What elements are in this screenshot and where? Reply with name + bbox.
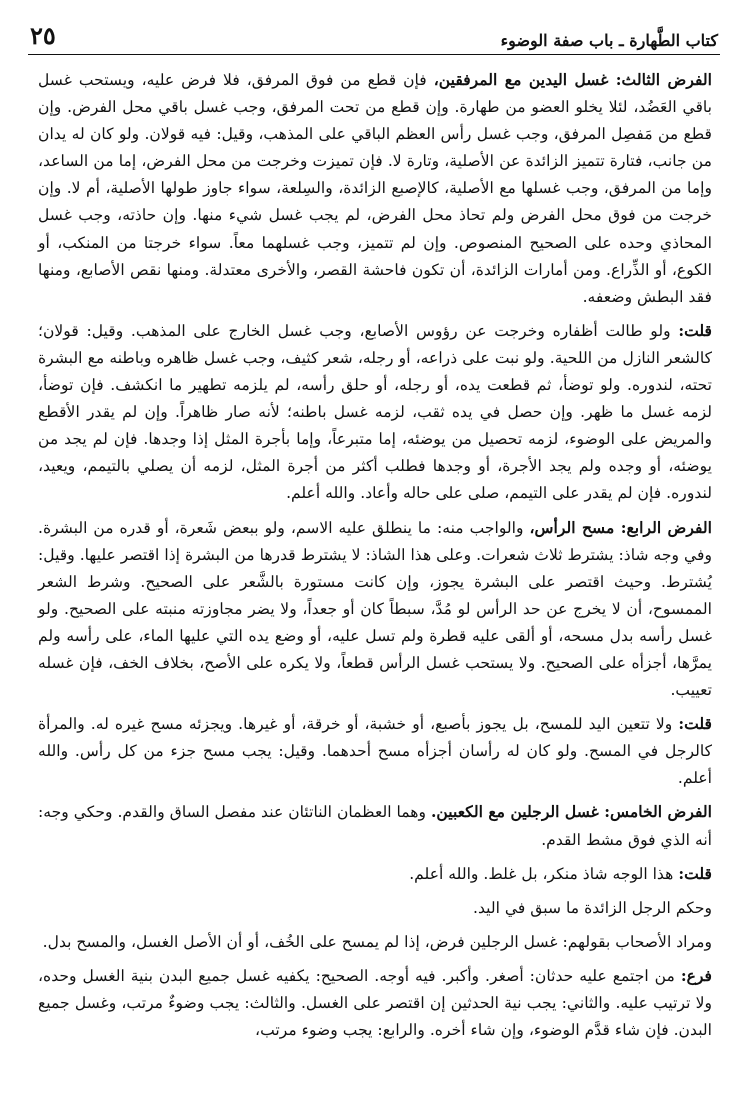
- paragraph-lead: الفرض الثالث: غسل اليدين مع المرفقين،: [433, 70, 712, 89]
- header-rule: [28, 54, 720, 55]
- paragraph-lead: قلت:: [678, 320, 712, 340]
- paragraph: [38, 514, 712, 705]
- paragraph-text: ولا تتعين اليد للمسح، بل يجوز بأصبع، أو خشبة، أو خرقة، أو غيرها. ويجزئه مسح غيره له. والمرأة كالرجل في المسح. ولو كان له رأسان أجزأه مسح أحدهما. وقيل: يجب مسح جزء من كل رأس. والله أعلم.: [38, 715, 712, 788]
- running-title: كتاب الطَّهارة ـ باب صفة الوضوء: [500, 31, 718, 50]
- paragraph-text: ولو طالت أظفاره وخرجت عن رؤوس الأصابع، وجب غسل الخارج على المذهب. وقيل: قولان؛ كالشعر النازل من اللحية. ولو نبت على ذراعه، أو رجله، شعر كثيف، وجب غسل ظاهره وباطنه مع البشرة تحته، لندوره. ولو توضأ، ثم قطعت يده، أو رجله، أو حلق رأسه، لم يلزمه تطهير ما انكشف. فإن توضأ، لزمه غسل ما ظهر. وإن حصل في يده ثقب، لزمه غسل باطنه؛ لأنه صار ظاهراً. وإن لم يقدر الأقطع والمريض على الوضوء، لزمه تحصيل من يوضئه، إما متبرعاً، وإما بأجرة المثل إذا وجدها. فإن لم يجد من يوضئه، أو وجده ولم يجد الأجرة، أو وجدها فطلب أكثر من أجرة المثل، لزمه أن يصلي بالتيمم، ويعيد، لندوره. فإن لم يقدر على التيمم، صلى على حاله وأعاد. والله أعلم.: [38, 321, 712, 503]
- page-number: ٢٥: [30, 21, 56, 50]
- page-header: [30, 14, 718, 50]
- paragraph-text: من اجتمع عليه حدثان: أصغر. وأكبر. فيه أوجه. الصحيح: يكفيه غسل جميع البدن بنية الغسل وحده، ولا ترتيب عليه. والثاني: يجب نية الحدثين إن اقتصر على الغسل. والثالث: يجب وضوءٌ مرتب، وغسل جميع البدن. فإن شاء قدَّم الوضوء، وإن شاء أخره. والرابع: يجب وضوء مرتب،: [38, 966, 712, 1040]
- paragraph: [38, 860, 712, 888]
- paragraph: [38, 798, 712, 853]
- paragraph: [38, 894, 712, 922]
- paragraph-text: هذا الوجه شاذ منكر، بل غلط. والله أعلم.: [409, 864, 679, 883]
- paragraph-lead: قلت:: [678, 863, 712, 883]
- paragraph-text: فإن قطع من فوق المرفق، فلا فرض عليه، ويستحب غسل باقي العَضُد، لئلا يخلو العضو من طهارة. وإن قطع من تحت المرفق، وجب غسل باقي محل الفرض. وإن قطع من مَفصِل المرفق، وجب غسل رأس العظم الباقي على المذهب، وقيل: فيه قولان. ولو كان له يدان من جانب، فتارة تتميز الزائدة عن الأصلية، وتارة لا. فإن تميزت وخرجت من محل الفرض، إما من الساعد، وإما من المرفق، وجب غسلها مع الأصلية، كالإصبع الزائدة، والسِلعة، سواء جاوز طولها الأصلية، أم لا. وإن خرجت من فوق محل الفرض ولم تحاذ محل الفرض، لم يجب غسل شيء منها. وإن حاذته، وجب غسل المحاذي وحده على الصحيح المنصوص. وإن لم تتميز، وجب غسلهما معاً. سواء خرجتا من المنكب، أو الكوع، أو الذِّراع. ومن أمارات الزائدة، أن تكون فاحشة القصر، والأخرى معتدلة. ومنها نقص الأصابع، ومنها فقد البطش وضعفه.: [38, 71, 712, 306]
- paragraph-lead: قلت:: [678, 714, 712, 734]
- paragraph-text: وحكم الرجل الزائدة ما سبق في اليد.: [472, 898, 712, 917]
- paragraph: [38, 317, 712, 508]
- paragraph: [38, 962, 712, 1044]
- paragraph-lead: فرع:: [680, 965, 712, 985]
- paragraph-text: وهما العظمان الناتئان عند مفصل الساق والقدم. وحكي وجه: أنه الذي فوق مشط القدم.: [37, 803, 712, 849]
- paragraph: [38, 710, 712, 792]
- paragraph-lead: الفرض الرابع: مسح الرأس،: [529, 517, 712, 537]
- paragraph-lead: الفرض الخامس: غسل الرجلين مع الكعبين.: [431, 802, 712, 822]
- paragraph: [38, 928, 712, 956]
- paragraph-text: ومراد الأصحاب بقولهم: غسل الرجلين فرض، إذا لم يمسح على الخُف، أو أن الأصل الغسل، والمسح بدل.: [42, 932, 712, 951]
- paragraph: [38, 66, 712, 311]
- paragraph-text: والواجب منه: ما ينطلق عليه الاسم، ولو ببعض شَعرة، أو قدره من البشرة. وفي وجه شاذ: يشترط ثلاث شعرات. وعلى هذا الشاذ: لا يشترط قدرها من البشرة إذا اقتصر عليها. وقيل: يُشترط. وحيث اقتصر على البشرة يجوز، وإن كانت مستورة بالشَّعر على الصحيح. وشرط الشعر الممسوح، أن لا يخرج عن حد الرأس لو مُدَّ، سبطاً كان أو جعداً، ولا يضر مجاوزته منبته على الصحيح. ولو غسل رأسه بدل مسحه، أو ألقى عليه قطرة ولم تسل عليه، أو وضع يده التي عليها الماء، على رأسه ولم يمرَّها، أجزأه على الصحيح. ولا يستحب غسل الرأس قطعاً، ولا يكره على الأصح، بخلاف الخف، فإن غسله تعييب.: [38, 518, 712, 700]
- body-text: [38, 66, 712, 1050]
